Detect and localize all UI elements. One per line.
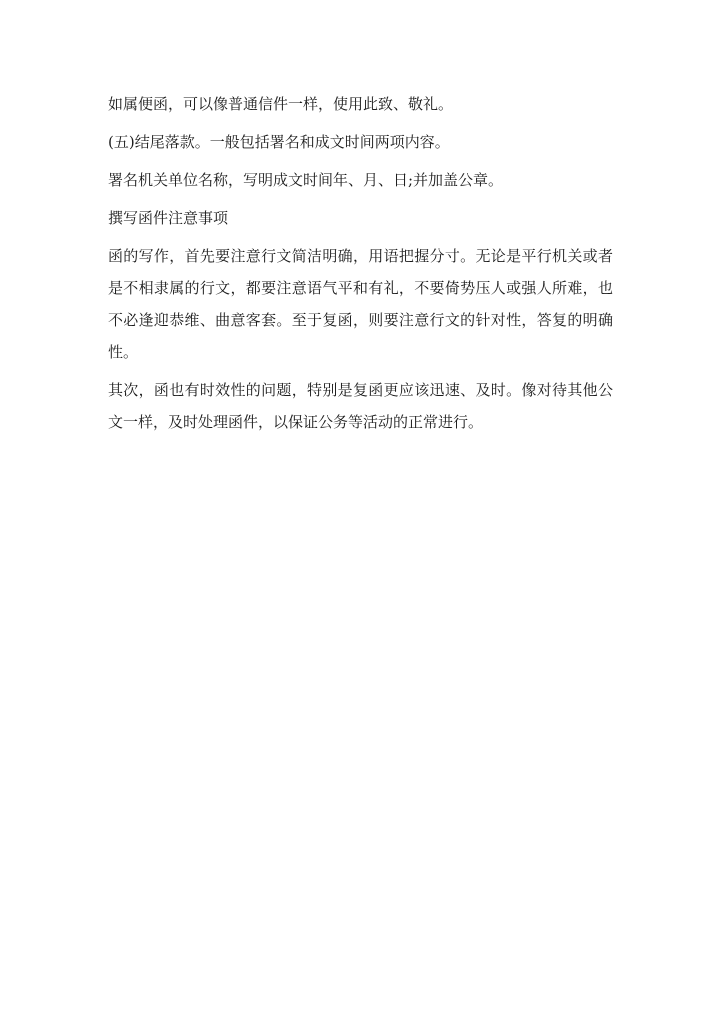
paragraph-ending-signature: (五)结尾落款。一般包括署名和成文时间两项内容。 [108,133,450,151]
document-body [108,88,613,438]
paragraph-writing-style: 函的写作，首先要注意行文简洁明确，用语把握分寸。无论是平行机关或者是不相隶属的行文，都要注意语气平和有礼，不要倚势压人或强人所难，也不必逢迎恭维、曲意客套。至于复函，则要注意行文的针对性，答复的明确性。 [108,247,613,361]
paragraph-letter-closing: 如属便函，可以像普通信件一样，使用此致、敬礼。 [108,95,454,113]
paragraph-timeliness: 其次，函也有时效性的问题，特别是复函更应该迅速、及时。像对待其他公文一样，及时处理函件，以保证公务等活动的正常进行。 [108,381,613,431]
section-heading-writing-notes: 撰写函件注意事项 [108,209,229,227]
paragraph-signature-details: 署名机关单位名称，写明成文时间年、月、日;并加盖公章。 [108,171,504,189]
